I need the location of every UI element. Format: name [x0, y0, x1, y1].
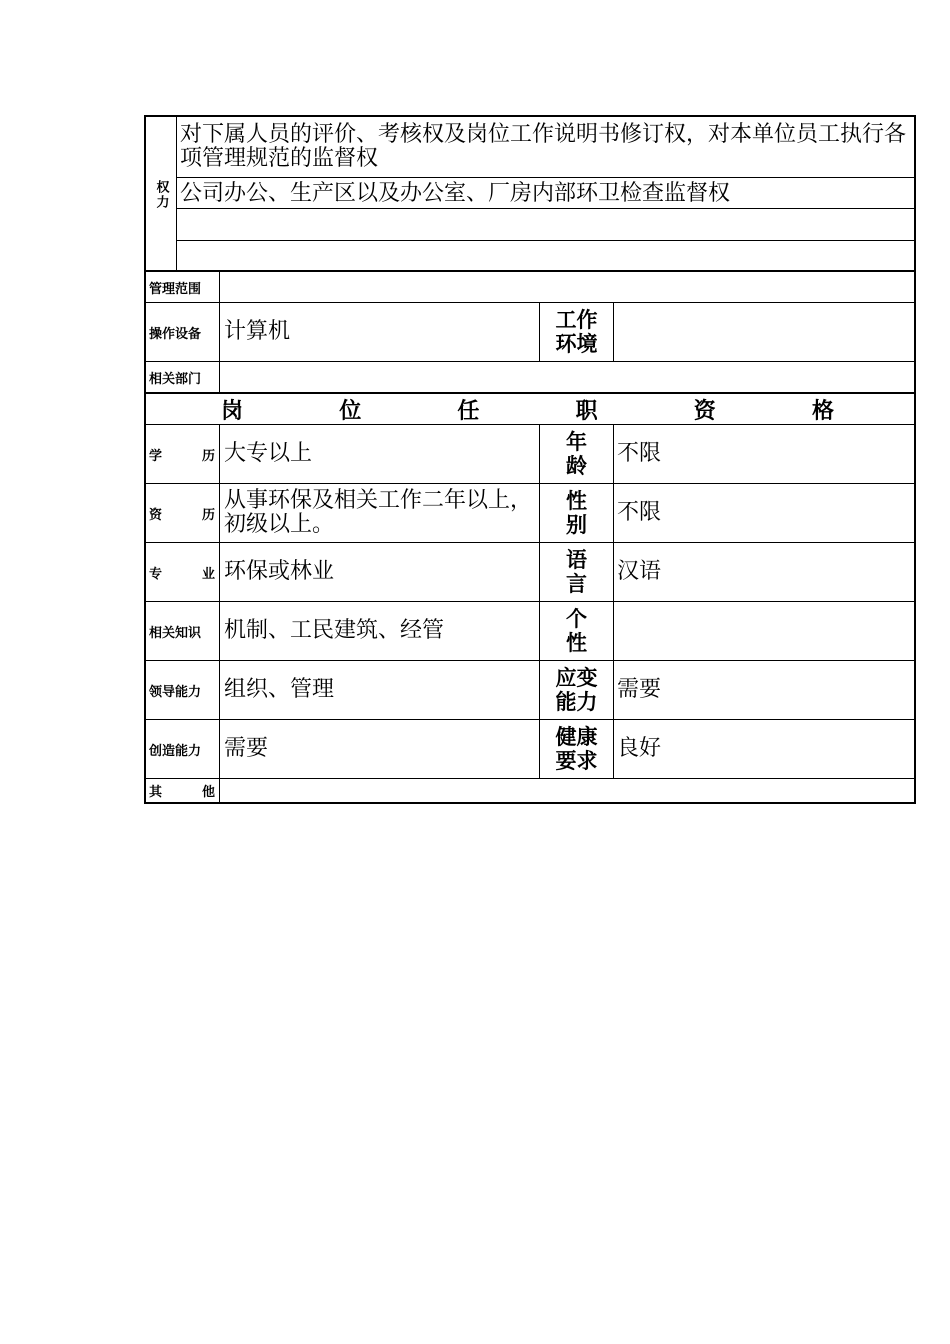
power-section — [144, 115, 916, 272]
adaptability-label: 应变能力 — [555, 666, 598, 714]
creativity-row — [146, 720, 914, 779]
heading-char: 岗 — [221, 398, 244, 424]
leadership-row — [146, 661, 914, 720]
scope-label: 管理范围 — [146, 272, 220, 302]
education-value: 大专以上 — [224, 441, 313, 466]
knowledge-row — [146, 602, 914, 661]
power-item-text: 公司办公、生产区以及办公室、厂房内部环卫检查监督权 — [180, 181, 731, 206]
other-row — [146, 779, 914, 802]
experience-row — [146, 484, 914, 543]
personality-label: 个性 — [566, 607, 587, 655]
language-label: 语言 — [566, 548, 587, 596]
gender-value: 不限 — [617, 500, 662, 525]
dept-row — [146, 362, 914, 392]
scope-row — [146, 272, 914, 303]
personality-label-cell — [539, 602, 614, 660]
creativity-value: 需要 — [224, 736, 269, 761]
dept-label: 相关部门 — [146, 362, 220, 392]
gender-label-cell — [539, 484, 614, 542]
scope-value — [221, 272, 914, 302]
heading-char: 职 — [575, 398, 598, 424]
experience-label: 资 历 — [146, 484, 220, 542]
power-item — [177, 241, 914, 272]
environment-label: 工作环境 — [555, 308, 598, 356]
major-row — [146, 543, 914, 602]
environment-value — [614, 303, 914, 361]
power-item-text: 对下属人员的评价、考核权及岗位工作说明书修订权，对本单位员工执行各项管理规范的监督权 — [180, 122, 907, 171]
education-row — [146, 425, 914, 484]
gender-label: 性别 — [566, 489, 587, 537]
equipment-value: 计算机 — [224, 319, 291, 344]
other-label: 其 他 — [146, 779, 220, 802]
health-value: 良好 — [617, 736, 662, 761]
age-value: 不限 — [617, 441, 662, 466]
age-label: 年龄 — [566, 430, 587, 478]
heading-char: 位 — [339, 398, 362, 424]
equipment-row — [146, 303, 914, 362]
power-item — [177, 209, 914, 241]
power-label: 权力 — [153, 179, 169, 210]
leadership-label: 领导能力 — [146, 661, 220, 719]
knowledge-value: 机制、工民建筑、经管 — [224, 618, 445, 643]
adaptability-value: 需要 — [617, 677, 662, 702]
heading-char: 资 — [693, 398, 716, 424]
qualifications-section — [144, 394, 916, 804]
education-label: 学 历 — [146, 425, 220, 483]
knowledge-label: 相关知识 — [146, 602, 220, 660]
health-label: 健康要求 — [555, 725, 598, 773]
heading-char: 任 — [457, 398, 480, 424]
qualifications-heading — [221, 394, 834, 424]
info-section — [144, 272, 916, 394]
dept-value — [221, 362, 914, 392]
heading-char: 格 — [811, 398, 834, 424]
creativity-label: 创造能力 — [146, 720, 220, 778]
adaptability-label-cell — [539, 661, 614, 719]
age-label-cell — [539, 425, 614, 483]
power-item — [177, 178, 914, 209]
qualifications-heading-row — [146, 394, 914, 425]
environment-label-cell — [539, 303, 614, 361]
power-item — [177, 117, 914, 178]
personality-value — [614, 602, 914, 660]
other-value — [221, 779, 914, 802]
language-value: 汉语 — [617, 559, 662, 584]
health-label-cell — [539, 720, 614, 778]
major-value: 环保或林业 — [224, 559, 335, 584]
language-label-cell — [539, 543, 614, 601]
power-items — [177, 117, 914, 272]
job-description-table — [144, 115, 916, 804]
leadership-value: 组织、管理 — [224, 677, 335, 702]
major-label: 专 业 — [146, 543, 220, 601]
equipment-label: 操作设备 — [146, 303, 220, 361]
experience-value: 从事环保及相关工作二年以上，初级以上。 — [224, 488, 533, 537]
power-label-cell — [146, 117, 177, 272]
